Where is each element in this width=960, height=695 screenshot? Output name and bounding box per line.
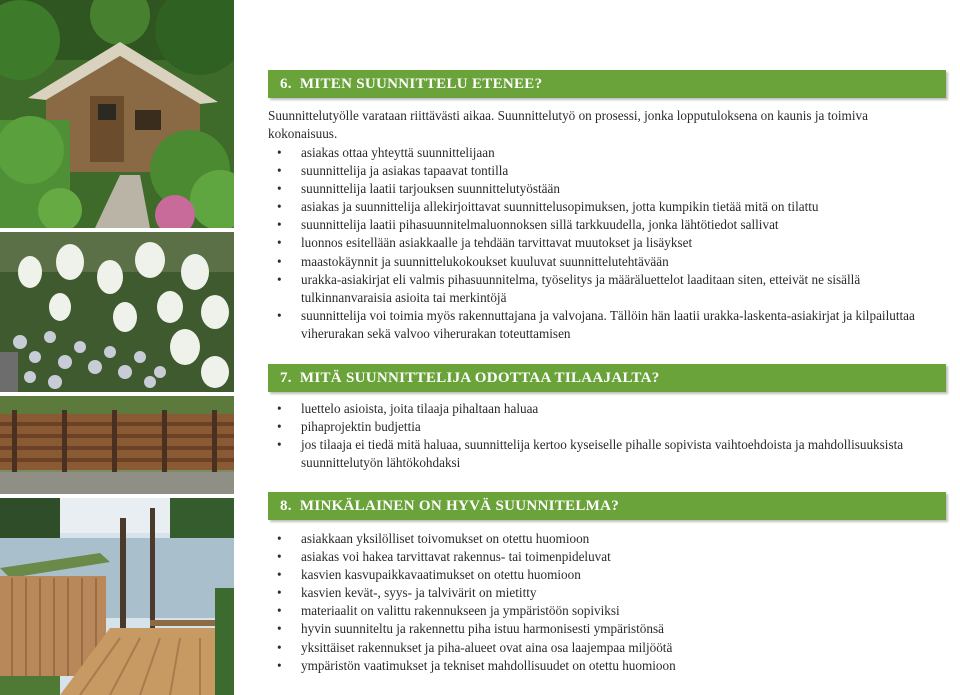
- photo-sidebar: [0, 0, 234, 695]
- list-item: • suunnittelija laatii pihasuunnitelmaluonnoksen sillä tarkkuudella, jonka lähtötiedot sallivat: [268, 216, 940, 234]
- photo-white-tulips: [0, 232, 234, 392]
- list-item: • asiakas ja suunnittelija allekirjoittavat suunnittelusopimuksen, jotta kumpikin tietää mitä on tilattu: [268, 198, 940, 216]
- list-item: • pihaprojektin budjettia: [268, 418, 940, 436]
- photo-woven-fence: [0, 396, 234, 494]
- list-item: • materiaalit on valittu rakennukseen ja ympäristöön sopiviksi: [268, 602, 940, 620]
- section-6-list: [268, 144, 940, 343]
- photo-lakeside-terrace: [0, 498, 234, 695]
- section-7-heading: [268, 364, 946, 392]
- list-item: • urakka-asiakirjat eli valmis pihasuunnitelma, työselitys ja määräluettelot laaditaan siten, etteivät ne sisällä tulkinnanvaraisia asioita tai merkintöjä: [268, 271, 940, 307]
- list-item: • yksittäiset rakennukset ja piha-alueet ovat aina osa laajempaa miljöötä: [268, 639, 940, 657]
- photo-garden-cabin: [0, 0, 234, 228]
- list-item: • asiakas voi hakea tarvittavat rakennus- tai toimenpideluvat: [268, 548, 940, 566]
- section-8-list: [268, 530, 940, 675]
- section-8-heading: [268, 492, 946, 520]
- section-6-heading: [268, 70, 946, 98]
- list-item: • asiakkaan yksilölliset toivomukset on otettu huomioon: [268, 530, 940, 548]
- list-item: • luettelo asioista, joita tilaaja pihaltaan haluaa: [268, 400, 940, 418]
- list-item: • ympäristön vaatimukset ja tekniset mahdollisuudet on otettu huomioon: [268, 657, 940, 675]
- list-item: • kasvien kasvupaikkavaatimukset on otettu huomioon: [268, 566, 940, 584]
- section-6-number: 6.: [280, 76, 292, 92]
- section-7-number: 7.: [280, 370, 292, 386]
- list-item: • suunnittelija voi toimia myös rakennuttajana ja valvojana. Tällöin hän laatii urakka-laskenta-asiakirjat ja kilpailuttaa viherurakan sekä valvoo viherurakan toteuttamisen: [268, 307, 940, 343]
- section-8-title: MINKÄLAINEN ON HYVÄ SUUNNITELMA?: [299, 498, 620, 514]
- section-7-list: [268, 400, 940, 472]
- list-item: • maastokäynnit ja suunnittelukokoukset kuuluvat suunnittelutehtävään: [268, 253, 940, 271]
- list-item: • suunnittelija ja asiakas tapaavat tontilla: [268, 162, 940, 180]
- list-item: • hyvin suunniteltu ja rakennettu piha istuu harmonisesti ympäristönsä: [268, 620, 940, 638]
- list-item: • asiakas ottaa yhteyttä suunnittelijaan: [268, 144, 940, 162]
- section-6-intro: Suunnittelutyölle varataan riittävästi aikaa. Suunnittelutyö on prosessi, jonka lopputuloksena on kaunis ja toimiva kokonaisuus.: [268, 108, 868, 141]
- section-6-title: MITEN SUUNNITTELU ETENEE?: [299, 76, 543, 92]
- list-item: • kasvien kevät-, syys- ja talvivärit on mietitty: [268, 584, 940, 602]
- list-item: • luonnos esitellään asiakkaalle ja tehdään tarvittavat muutokset ja lisäykset: [268, 234, 940, 252]
- section-7-title: MITÄ SUUNNITTELIJA ODOTTAA TILAAJALTA?: [299, 370, 660, 386]
- section-8-number: 8.: [280, 498, 292, 514]
- list-item: • jos tilaaja ei tiedä mitä haluaa, suunnittelija kertoo kyseiselle pihalle sopivista vaihtoehdoista ja mahdollisuuksista suunnittelutyön lähtökohdaksi: [268, 436, 940, 472]
- list-item: • suunnittelija laatii tarjouksen suunnittelutyöstään: [268, 180, 940, 198]
